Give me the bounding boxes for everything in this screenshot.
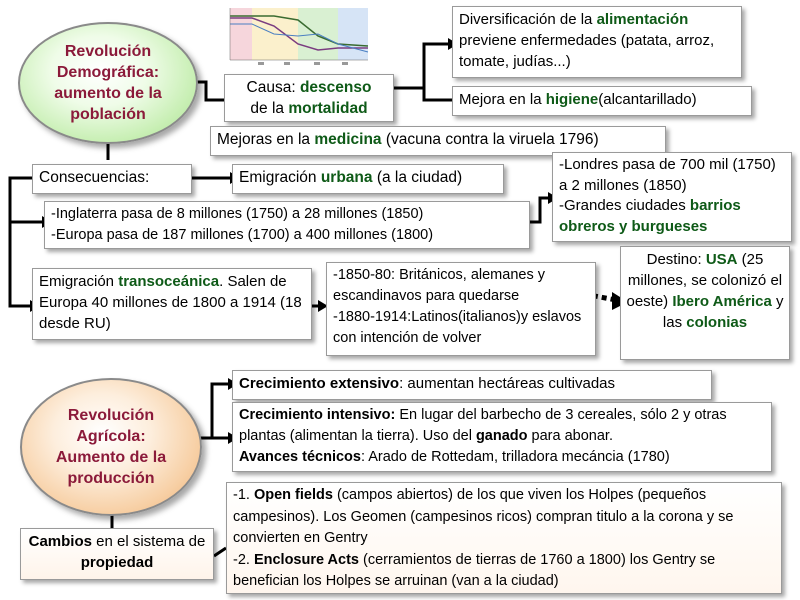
medicina-t1: Mejoras en la	[217, 131, 315, 148]
openfields-kw2: Enclosure Acts	[253, 551, 359, 568]
openfields-t2: (campos abiertos) de los que viven los Holpes (pequeños campesinos). Los Geomen (campesinos ricos) compran titulo a la corona y se convierten en Gentry	[233, 487, 734, 546]
transoceanica-t2: .	[219, 273, 224, 290]
demografica-title-l3: aumento de la	[54, 85, 162, 102]
openfields-t1: -1.	[233, 487, 254, 503]
destino-t2: (25 millones, se colonizó el oeste)	[626, 251, 783, 310]
medicina-t2: (vacuna contra la viruela 1796)	[381, 131, 599, 148]
openfields-t3: -2.	[233, 551, 254, 568]
destino-t3: y las	[662, 293, 784, 331]
poblacion-box	[44, 201, 530, 249]
urbana-t1: Emigración	[239, 169, 321, 186]
alimentacion-kw: alimentación	[596, 11, 689, 28]
openfields-box	[226, 482, 782, 594]
poblacion-l1: -Inglaterra pasa de 8 millones (1750) a 28 millones (1850)	[51, 206, 424, 222]
urbana-kw: urbana	[320, 169, 373, 186]
alimentacion-box	[452, 6, 742, 78]
higiene-kw: higiene	[545, 91, 599, 108]
transoceanica-box	[32, 268, 312, 340]
destino-box	[620, 246, 790, 360]
alimentacion-t2: previene enfermedades (patata, arroz, tomate, judías...)	[459, 32, 715, 70]
agricola-title-l4: producción	[67, 470, 155, 487]
openfields-kw1: Open fields	[253, 487, 333, 503]
intensivo-kw3: Avances técnicos	[239, 449, 361, 465]
destino-kw2: Ibero América	[672, 293, 772, 310]
connector-causa-alimentacion	[394, 44, 448, 88]
destino-t1: Destino:	[646, 251, 706, 268]
intensivo-t2: para abonar.	[527, 428, 613, 444]
connector-consecuencias-trunk	[10, 178, 34, 306]
cambios-kw1: Cambios	[28, 533, 92, 550]
intensivo-t1: En lugar del barbecho de 3 cereales, sólo 2 y otras plantas (alimentan la tierra). Uso del	[239, 407, 727, 444]
intensivo-box	[232, 402, 772, 472]
destino-kw3: colonias	[686, 314, 748, 331]
londres-kw1: barrios obreros y burgueses	[559, 197, 741, 235]
londres-t1: -Londres pasa de 700 mil (1750) a 2 millones (1850)	[559, 156, 776, 194]
openfields-t4: (cerramientos de tierras de 1760 a 1800) los Gentry se benefician los Holpes se arruinan (van a la ciudad)	[233, 551, 716, 589]
connector-cambios-openfields	[214, 548, 226, 556]
causa-prefix: Causa:	[246, 79, 300, 96]
causa-kw1: descenso	[299, 79, 372, 96]
agricola-title-l1: Revolución	[67, 407, 155, 424]
urbana-box	[232, 164, 504, 194]
higiene-t1: Mejora en la	[459, 91, 546, 108]
transoceanica-kw: transoceánica	[118, 273, 220, 290]
britanicos-box	[326, 262, 596, 356]
londres-box	[552, 152, 792, 242]
extensivo-kw: Crecimiento extensivo	[239, 375, 400, 392]
agricola-oval	[20, 378, 202, 516]
transoceanica-t3: Salen de Europa 40 millones de 1800 a 1914 (18 desde RU)	[39, 273, 302, 332]
chart-thumbnail-graphic	[222, 4, 372, 70]
transoceanica-t1: Emigración	[39, 273, 119, 290]
cambios-t1: en el sistema de	[91, 533, 206, 550]
medicina-kw: medicina	[314, 131, 382, 148]
destino-kw1: USA	[705, 251, 738, 268]
londres-t2: -Grandes ciudades	[559, 197, 690, 214]
intensivo-t3: : Arado de Rottedam, trilladora mecáncia (1780)	[360, 449, 670, 465]
demografica-title-l2: Demográfica:	[56, 64, 160, 81]
alimentacion-t1: Diversificación de la	[459, 11, 597, 28]
agricola-title-l2: Agrícola:	[76, 428, 146, 445]
demografica-title-l4: población	[70, 106, 146, 123]
causa-box	[224, 74, 394, 122]
higiene-box	[452, 86, 752, 116]
cambios-kw2: propiedad	[80, 554, 154, 571]
connector-inglaterra-londres	[530, 198, 550, 222]
poblacion-l2: -Europa pasa de 187 millones (1700) a 400 millones (1800)	[51, 227, 434, 243]
urbana-t2: (a la ciudad)	[372, 169, 463, 186]
demografica-oval	[18, 22, 198, 144]
extensivo-box	[232, 370, 712, 400]
britanicos-l2: -1880-1914:Latinos(italianos)y eslavos con intención de volver	[333, 309, 582, 346]
agricola-title-l3: Aumento de la	[55, 449, 167, 466]
causa-kw2: mortalidad	[288, 100, 368, 117]
consecuencias-box	[32, 164, 192, 194]
connector-causa-higiene	[424, 88, 452, 100]
britanicos-l1: -1850-80: Británicos, alemanes y escandinavos para quedarse	[333, 267, 545, 304]
connector-agricola-extensivo	[200, 384, 230, 438]
population-chart-thumbnail	[222, 4, 372, 70]
intensivo-kw: Crecimiento intensivo:	[239, 407, 396, 423]
demografica-title-l1: Revolución	[64, 43, 152, 60]
intensivo-kw2: ganado	[475, 428, 528, 444]
higiene-t2: (alcantarillado)	[598, 91, 697, 108]
cambios-box	[20, 528, 214, 580]
consecuencias-label: Consecuencias:	[39, 169, 150, 186]
causa-mid: de la	[250, 100, 289, 117]
extensivo-t: : aumentan hectáreas cultivadas	[399, 375, 616, 392]
